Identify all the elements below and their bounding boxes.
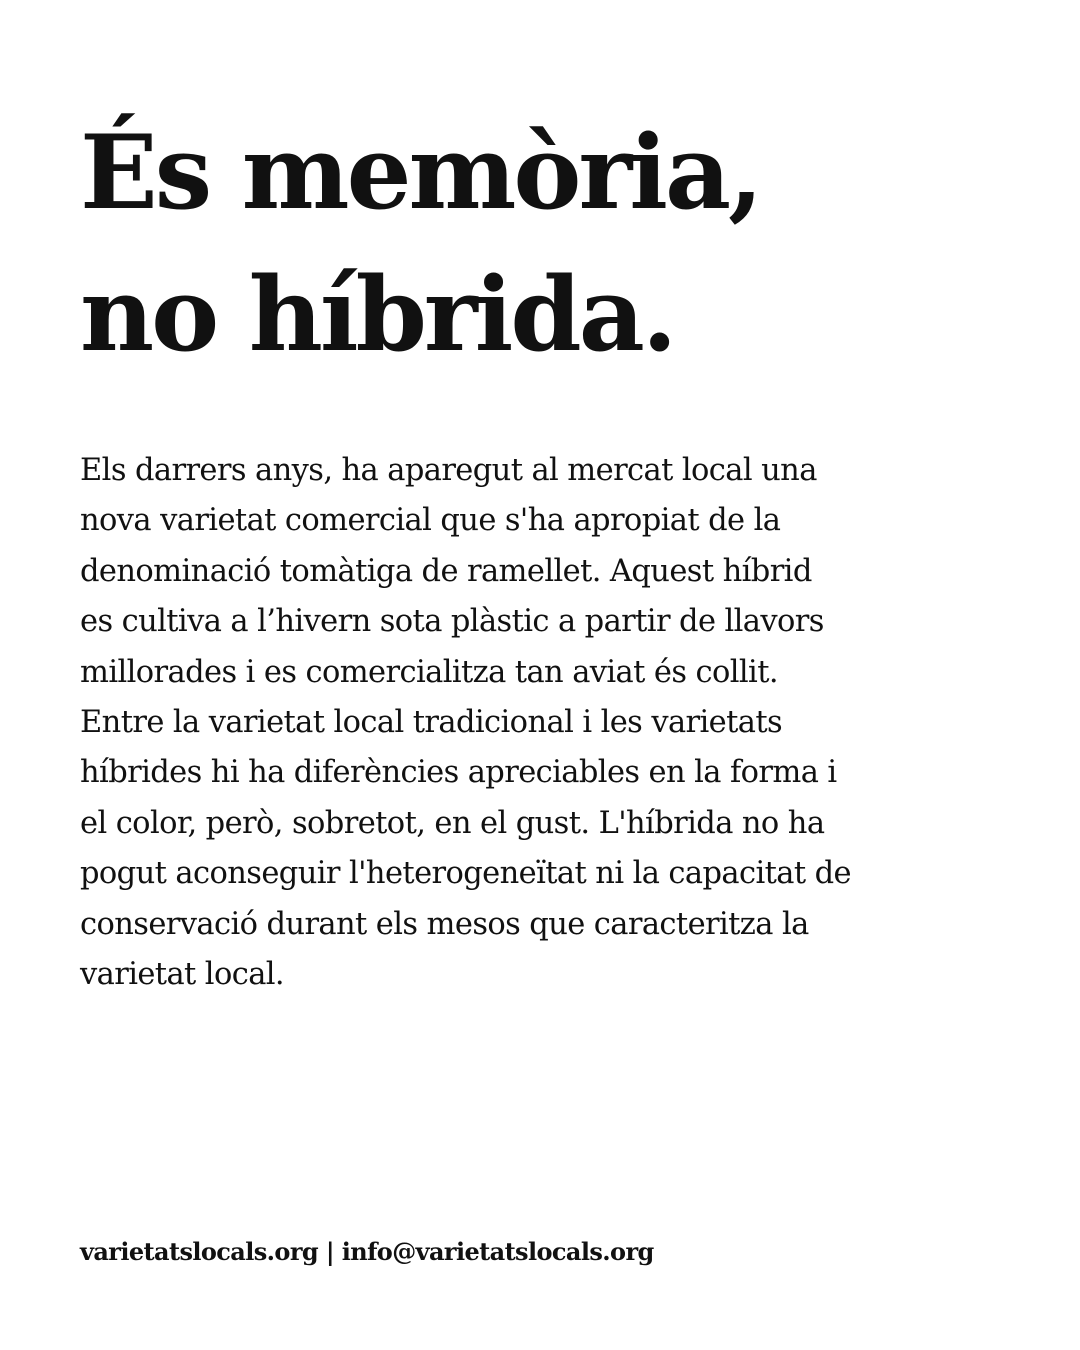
body-line: nova varietat comercial que s'ha apropiat de la <box>80 503 781 539</box>
headline-line: És memòria, <box>80 113 761 233</box>
headline <box>80 102 1020 386</box>
body-line: el color, però, sobretot, en el gust. L'híbrida no ha <box>80 805 825 841</box>
body-line: denominació tomàtiga de ramellet. Aquest híbrid <box>80 553 812 589</box>
body-line: millorades i es comercialitza tan aviat és collit. <box>80 654 778 690</box>
body-line: Entre la varietat local tradicional i les varietats <box>80 705 783 741</box>
body-line: Els darrers anys, ha aparegut al mercat local una <box>80 453 817 488</box>
body-line: es cultiva a l’hivern sota plàstic a partir de llavors <box>80 604 824 640</box>
body-line: pogut aconseguir l'heterogeneïtat ni la capacitat de <box>80 856 851 892</box>
body-line: varietat local. <box>80 957 285 993</box>
body-line: conservació durant els mesos que caracteritza la <box>80 906 809 942</box>
body-paragraph <box>80 446 1010 1000</box>
headline-line: no híbrida. <box>80 255 675 375</box>
footer-contact: varietatslocals.org | info@varietatslocals.org <box>80 1237 654 1266</box>
body-line: híbrides hi ha diferències apreciables en la forma i <box>80 755 837 791</box>
